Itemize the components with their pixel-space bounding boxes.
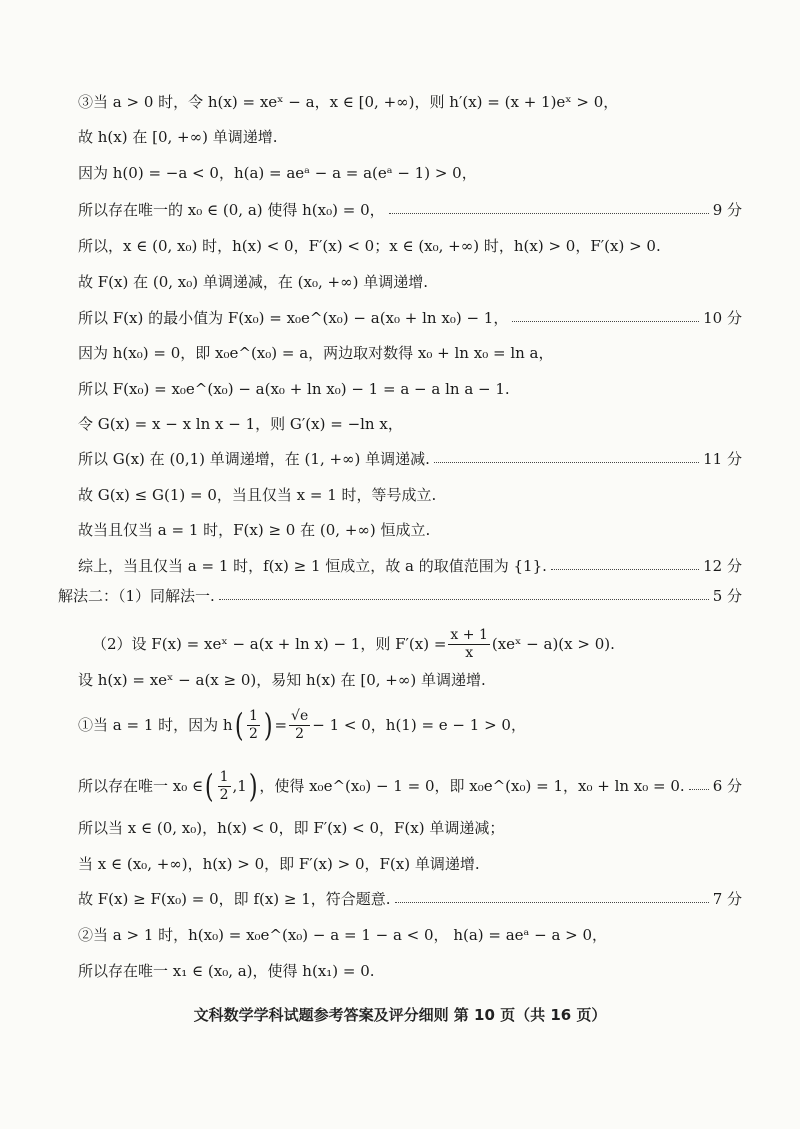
solution-line: [78, 705, 526, 745]
solution-line: [78, 127, 278, 147]
line-text: 所以当 x ∈ (0, x₀)，h(x) < 0，即 F′(x) < 0，F(x) 单调递减；: [78, 819, 505, 837]
line-text: 故 F(x) 在 (0, x₀) 单调递减，在 (x₀, +∞) 单调递增.: [78, 273, 428, 291]
line-text: ③当 a > 0 时，令 h(x) = xeˣ − a，x ∈ [0, +∞)，则 h′(x) = (x + 1)eˣ > 0，: [78, 93, 619, 111]
line-text: 故 F(x) ≥ F(x₀) = 0，即 f(x) ≥ 1，符合题意.: [78, 890, 391, 908]
line-text: ②当 a > 1 时，h(x₀) = x₀e^(x₀) − a = 1 − a < 0， h(a) = aeᵃ − a > 0，: [78, 926, 608, 944]
fraction-denominator: 2: [219, 786, 229, 803]
line-text: 令 G(x) = x − x ln x − 1，则 G′(x) = −ln x，: [78, 415, 403, 433]
solution-line-scored: [78, 200, 742, 220]
score-mark: 10 分: [703, 309, 742, 327]
solution-line: [78, 343, 553, 363]
dot-leader: [395, 902, 709, 903]
dot-leader: [689, 789, 709, 790]
line-text: ①当 a = 1 时，因为 h: [78, 716, 233, 734]
fraction-numerator: 1: [249, 707, 258, 724]
solution-line: [78, 236, 661, 256]
fraction: [289, 708, 310, 743]
dot-leader: [219, 599, 709, 600]
line-text: ,1: [232, 777, 247, 795]
solution-line: [92, 624, 615, 664]
line-text: − 1 < 0，h(1) = e − 1 > 0，: [312, 716, 526, 734]
solution-line-scored: [78, 556, 742, 576]
score-mark: 5 分: [712, 587, 742, 605]
solution-line: [78, 818, 504, 838]
solution-line: [78, 961, 375, 981]
fraction-numerator: x + 1: [450, 626, 488, 643]
dot-leader: [551, 569, 699, 570]
fraction-denominator: x: [465, 644, 474, 661]
dot-leader: [389, 213, 709, 214]
solution-line: [78, 163, 477, 183]
line-text: ，使得 x₀e^(x₀) − 1 = 0，即 x₀e^(x₀) = 1，x₀ + ln x₀ = 0.: [259, 777, 685, 795]
solution-line: [78, 925, 607, 945]
line-text: 综上，当且仅当 a = 1 时，f(x) ≥ 1 恒成立，故 a 的取值范围为 {1}.: [78, 557, 547, 575]
solution-line: [78, 854, 480, 874]
line-text: 所以 F(x₀) = x₀e^(x₀) − a(x₀ + ln x₀) − 1 = a − a ln a − 1.: [78, 380, 510, 398]
left-paren: (: [204, 767, 214, 805]
line-text: 因为 h(0) = −a < 0，h(a) = aeᵃ − a = a(eᵃ − 1) > 0，: [78, 164, 477, 182]
line-text: 故 h(x) 在 [0, +∞) 单调递增.: [78, 128, 278, 146]
line-text: 因为 h(x₀) = 0，即 x₀e^(x₀) = a，两边取对数得 x₀ + ln x₀ = ln a，: [78, 344, 554, 362]
fraction-denominator: 2: [295, 725, 305, 742]
left-paren: (: [234, 706, 244, 744]
solution-line: [78, 272, 428, 292]
line-text: 所以 G(x) 在 (0,1) 单调递增，在 (1, +∞) 单调递减.: [78, 450, 430, 468]
line-text: 所以 F(x) 的最小值为 F(x₀) = x₀e^(x₀) − a(x₀ + ln x₀) − 1，: [78, 309, 509, 327]
fraction: [247, 708, 260, 743]
solution-line-scored: [78, 308, 742, 328]
line-text: 所以，x ∈ (0, x₀) 时，h(x) < 0，F′(x) < 0；x ∈ (x₀, +∞) 时，h(x) > 0，F′(x) > 0.: [78, 237, 661, 255]
score-mark: 7 分: [712, 890, 742, 908]
solution-line-scored: [78, 889, 742, 909]
solution-line: [78, 670, 486, 690]
page-footer: 文科数学学科试题参考答案及评分细则 第 10 页（共 16 页）: [193, 1006, 607, 1024]
fraction-numerator: 1: [219, 768, 229, 785]
line-text: （2）设 F(x) = xeˣ − a(x + ln x) − 1，则 F′(x) =: [92, 635, 447, 653]
line-text: 解法二：（1）同解法一.: [58, 587, 215, 605]
dot-leader: [512, 321, 699, 322]
solution-line-scored: [78, 449, 742, 469]
fraction: [448, 627, 489, 662]
line-text: 设 h(x) = xeˣ − a(x ≥ 0)，易知 h(x) 在 [0, +∞) 单调递增.: [78, 671, 486, 689]
solution-line: [78, 379, 510, 399]
solution-line: [78, 485, 436, 505]
line-text: 所以存在唯一的 x₀ ∈ (0, a) 使得 h(x₀) = 0，: [78, 201, 385, 219]
line-text: 所以存在唯一 x₀ ∈: [78, 777, 204, 795]
score-mark: 6 分: [712, 777, 742, 795]
dot-leader: [434, 462, 699, 463]
right-paren: ): [248, 767, 258, 805]
score-mark: 9 分: [712, 201, 742, 219]
solution-line: [78, 92, 618, 112]
line-text: 故 G(x) ≤ G(1) = 0，当且仅当 x = 1 时，等号成立.: [78, 486, 437, 504]
score-mark: 11 分: [703, 450, 742, 468]
solution-line: [78, 520, 430, 540]
line-text: (xeˣ − a)(x > 0).: [491, 635, 615, 653]
fraction-denominator: 2: [249, 725, 258, 742]
score-mark: 12 分: [703, 557, 742, 575]
fraction: [218, 769, 231, 804]
right-paren: ): [263, 706, 273, 744]
line-text: 所以存在唯一 x₁ ∈ (x₀, a)，使得 h(x₁) = 0.: [78, 962, 375, 980]
line-text: 当 x ∈ (x₀, +∞)，h(x) > 0，即 F′(x) > 0，F(x) 单调递增.: [78, 855, 480, 873]
equals-sign: =: [274, 716, 288, 734]
solution-line-scored: [78, 766, 742, 806]
solution-line-scored: [58, 586, 742, 606]
solution-line: [78, 414, 403, 434]
fraction-numerator: √e: [291, 707, 309, 724]
line-text: 故当且仅当 a = 1 时，F(x) ≥ 0 在 (0, +∞) 恒成立.: [78, 521, 431, 539]
